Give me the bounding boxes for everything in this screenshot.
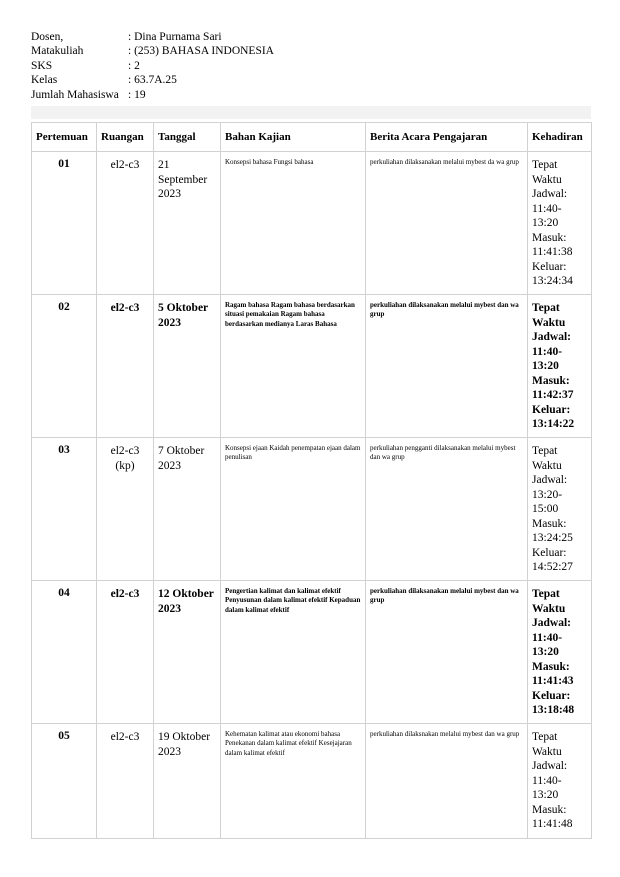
berita-cell: perkuliahan dilaksnakan melalui mybest dan wa grup — [366, 724, 528, 839]
tanggal-cell: 12 Oktober 2023 — [154, 581, 221, 724]
table-row — [32, 295, 592, 438]
berita-cell: perkuliahan dilaksanakan melalui mybest da wa grup — [366, 152, 528, 295]
sks-value: : 2 — [128, 59, 140, 72]
course-info — [31, 30, 274, 102]
ruangan-cell: el2-c3 — [97, 152, 154, 295]
sks-label: SKS — [31, 59, 53, 72]
pertemuan-cell: 04 — [32, 581, 97, 724]
kehadiran-cell: Tepat Waktu Jadwal: 11:40-13:20 Masuk: 11:41:43 Keluar: 13:18:48 — [528, 581, 592, 724]
jumlah-value: : 19 — [128, 88, 146, 101]
bahan-cell: Ragam bahasa Ragam bahasa berdasarkan situasi pemakaian Ragam bahasa berdasarkan medianya Laras Bahasa — [221, 295, 366, 438]
berita-cell: perkuliahan pengganti dilaksanakan melalui mybest dan wa grup — [366, 438, 528, 581]
kehadiran-cell: Tepat Waktu Jadwal: 11:40-13:20 Masuk: 11:41:38 Keluar: 13:24:34 — [528, 152, 592, 295]
dosen-row — [31, 30, 274, 44]
table-row — [32, 581, 592, 724]
matakuliah-label: Matakuliah — [31, 45, 84, 58]
tanggal-cell: 21 September 2023 — [154, 152, 221, 295]
sks-row — [31, 59, 274, 73]
header-berita-acara: Berita Acara Pengajaran — [366, 123, 528, 152]
ruangan-cell: el2-c3 — [97, 581, 154, 724]
ruangan-cell: el2-c3 — [97, 295, 154, 438]
matakuliah-row — [31, 44, 274, 58]
kelas-value: : 63.7A.25 — [128, 74, 177, 87]
dosen-label: Dosen, — [31, 31, 64, 43]
tanggal-cell: 19 Oktober 2023 — [154, 724, 221, 839]
header-ruangan: Ruangan — [97, 123, 154, 152]
kehadiran-cell: Tepat Waktu Jadwal: 11:40-13:20 Masuk: 11:41:48 — [528, 724, 592, 839]
kehadiran-cell: Tepat Waktu Jadwal: 11:40-13:20 Masuk: 11:42:37 Keluar: 13:14:22 — [528, 295, 592, 438]
berita-cell: perkuliahan dilaksanakan melalui mybest dan wa grup — [366, 581, 528, 724]
pertemuan-cell: 01 — [32, 152, 97, 295]
table-header-row — [32, 123, 592, 152]
attendance-table — [31, 122, 592, 839]
tanggal-cell: 5 Oktober 2023 — [154, 295, 221, 438]
matakuliah-value: : (253) BAHASA INDONESIA — [128, 45, 274, 58]
table-row — [32, 724, 592, 839]
bahan-cell: Konsepsi bahasa Fungsi bahasa — [221, 152, 366, 295]
kehadiran-cell: Tepat Waktu Jadwal: 13:20-15:00 Masuk: 13:24:25 Keluar: 14:52:27 — [528, 438, 592, 581]
header-pertemuan: Pertemuan — [32, 123, 97, 152]
berita-cell: perkuliahan dilaksanakan melalui mybest dan wa grup — [366, 295, 528, 438]
pertemuan-cell: 02 — [32, 295, 97, 438]
header-bahan-kajian: Bahan Kajian — [221, 123, 366, 152]
kelas-row — [31, 73, 274, 87]
pertemuan-cell: 05 — [32, 724, 97, 839]
jumlah-row — [31, 88, 274, 102]
bahan-cell: Konsepsi ejaan Kaidah penempatan ejaan dalam penulisan — [221, 438, 366, 581]
tanggal-cell: 7 Oktober 2023 — [154, 438, 221, 581]
ruangan-cell: el2-c3 (kp) — [97, 438, 154, 581]
header-tanggal: Tanggal — [154, 123, 221, 152]
dosen-value: : Dina Purnama Sari — [128, 31, 222, 43]
header-kehadiran: Kehadiran — [528, 123, 592, 152]
table-row — [32, 152, 592, 295]
bahan-cell: Pengertian kalimat dan kalimat efektif Penyusunan dalam kalimat efektif Kepaduan dalam kalimat efektif — [221, 581, 366, 724]
kelas-label: Kelas — [31, 74, 58, 87]
ruangan-cell: el2-c3 — [97, 724, 154, 839]
jumlah-label: Jumlah Mahasiswa — [31, 88, 119, 101]
table-row — [32, 438, 592, 581]
bahan-cell: Kehematan kalimat atau ekonomi bahasa Penekanan dalam kalimat efektif Kesejajaran dalam kalimat efektif — [221, 724, 366, 839]
pertemuan-cell: 03 — [32, 438, 97, 581]
divider-strip — [31, 106, 591, 119]
